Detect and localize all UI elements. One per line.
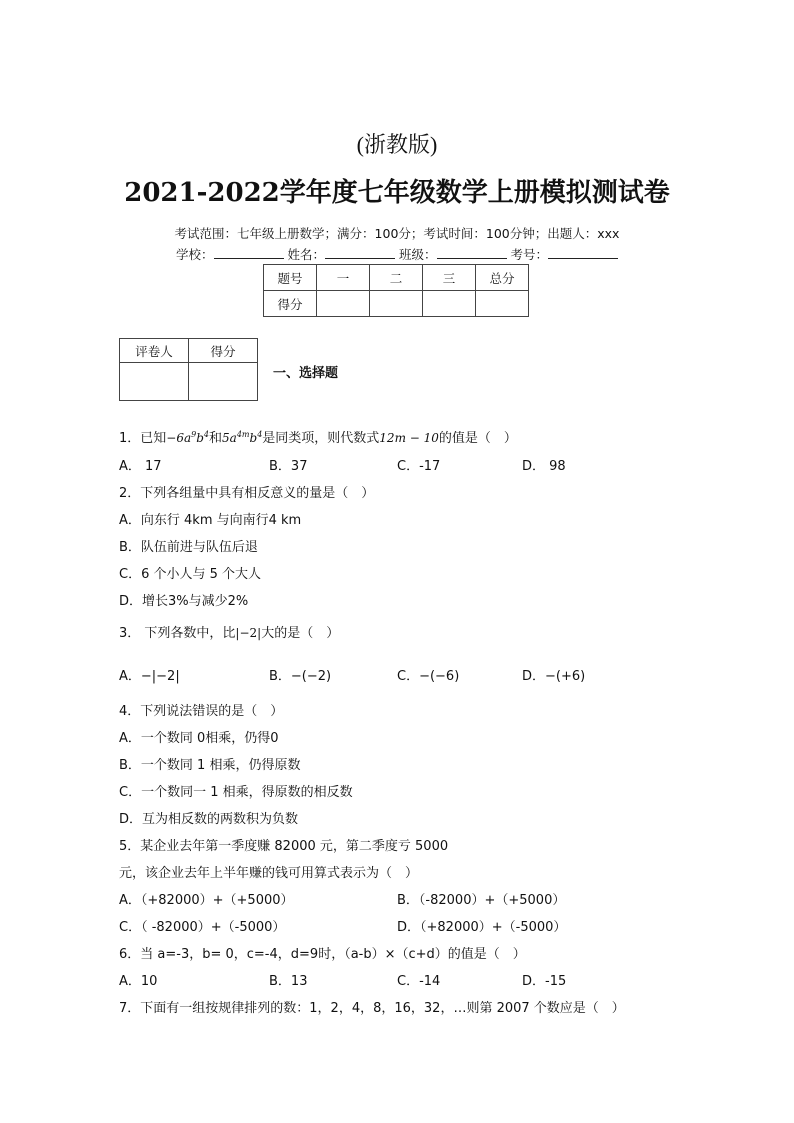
number-label: 考号： xyxy=(510,247,548,262)
q3-expr: |−2| xyxy=(235,626,262,640)
grader-table-blank-row xyxy=(120,363,258,401)
q1-expr3: 12m − 10 xyxy=(379,431,439,445)
question-1-stem xyxy=(119,427,517,446)
q6-option-b[interactable]: B．13 xyxy=(269,974,308,989)
q1-expr2: $5a^{4m}b^4$ xyxy=(222,430,263,445)
q2-option-b[interactable]: B．队伍前进与队伍后退 xyxy=(119,540,258,555)
q5-option-c[interactable]: C．（ -82000）+（-5000） xyxy=(119,920,286,935)
score-cell[interactable] xyxy=(317,291,370,317)
score-cell[interactable] xyxy=(476,291,529,317)
number-blank[interactable] xyxy=(548,246,618,259)
exam-info: 考试范围：七年级上册数学；满分：100分；考试时间：100分钟；出题人：xxx xyxy=(174,226,620,241)
question-6-stem: 6．当 a=-3，b= 0，c=-4，d=9时，（a-b）×（c+d）的值是（ ） xyxy=(119,947,526,962)
document-title: 2021-2022学年度七年级数学上册模拟测试卷 xyxy=(124,178,670,208)
q3-option-c[interactable]: C．−(−6) xyxy=(397,669,460,684)
score-header-cell: 一 xyxy=(317,265,370,291)
q5-option-d[interactable]: D．（+82000）+（-5000） xyxy=(397,920,567,935)
name-blank[interactable] xyxy=(325,246,395,259)
question-3-stem xyxy=(119,622,339,641)
q1-option-c[interactable]: C．-17 xyxy=(397,459,441,474)
q1-stem-part: 的值是（ ） xyxy=(438,431,517,446)
q6-option-a[interactable]: A．10 xyxy=(119,974,158,989)
score-row-label: 得分 xyxy=(264,291,317,317)
q1-and: 和 xyxy=(209,431,223,446)
grader-header-cell: 评卷人 xyxy=(120,339,189,363)
score-table-score-row xyxy=(264,291,529,317)
q2-option-c[interactable]: C．6 个小人与 5 个大人 xyxy=(119,567,262,582)
q3-stem-part: 大的是（ ） xyxy=(261,626,340,641)
q2-option-a[interactable]: A．向东行 4km 与向南行4 km xyxy=(119,513,302,528)
question-5-stem-line2: 元，该企业去年上半年赚的钱可用算式表示为（ ） xyxy=(119,866,419,881)
score-table-header-row xyxy=(264,265,529,291)
score-header-cell: 三 xyxy=(423,265,476,291)
q1-stem-part: 1．已知 xyxy=(119,431,167,446)
question-4-stem: 4．下列说法错误的是（ ） xyxy=(119,704,284,719)
q3-option-b[interactable]: B．−(−2) xyxy=(269,669,332,684)
name-label: 姓名： xyxy=(287,247,325,262)
q6-option-d[interactable]: D．-15 xyxy=(522,974,567,989)
q3-option-d[interactable]: D．−(+6) xyxy=(522,669,586,684)
q1-expr1: $-6a^9b^4$ xyxy=(166,430,209,445)
score-header-cell: 二 xyxy=(370,265,423,291)
score-header-cell: 总分 xyxy=(476,265,529,291)
question-7-stem: 7．下面有一组按规律排列的数：1，2，4，8，16，32，…则第 2007 个数应是（ ） xyxy=(119,1001,625,1016)
q4-option-b[interactable]: B．一个数同 1 相乘，仍得原数 xyxy=(119,758,301,773)
class-label: 班级： xyxy=(398,247,437,262)
grader-table-header-row xyxy=(120,339,258,363)
score-cell[interactable] xyxy=(370,291,423,317)
score-table xyxy=(263,264,529,317)
school-label: 学校： xyxy=(175,247,214,262)
q4-option-d[interactable]: D．互为相反数的两数积为负数 xyxy=(119,812,299,827)
q3-option-a[interactable]: A．−|−2| xyxy=(119,669,180,684)
score-cell[interactable] xyxy=(423,291,476,317)
score-header-cell: 题号 xyxy=(264,265,317,291)
section-heading: 一、选择题 xyxy=(273,366,339,381)
grader-table xyxy=(119,338,258,401)
q5-option-b[interactable]: B．（-82000）+（+5000） xyxy=(397,893,566,908)
class-blank[interactable] xyxy=(437,246,507,259)
grader-cell[interactable] xyxy=(120,363,189,401)
q1-option-b[interactable]: B．37 xyxy=(269,459,308,474)
q6-option-c[interactable]: C．-14 xyxy=(397,974,441,989)
q2-option-d[interactable]: D．增长3%与减少2% xyxy=(119,594,249,609)
question-2-stem: 2．下列各组量中具有相反意义的量是（ ） xyxy=(119,486,375,501)
school-blank[interactable] xyxy=(214,246,284,259)
q1-option-a[interactable]: A． 17 xyxy=(119,459,162,474)
grader-header-cell: 得分 xyxy=(189,339,258,363)
question-5-stem-line1: 5．某企业去年第一季度赚 82000 元，第二季度亏 5000 xyxy=(119,839,449,854)
document-subtitle: (浙教版) xyxy=(356,132,438,157)
q5-option-a[interactable]: A．（+82000）+（+5000） xyxy=(119,893,294,908)
q1-option-d[interactable]: D． 98 xyxy=(522,459,566,474)
student-info-line xyxy=(0,245,794,263)
q1-stem-part: 是同类项，则代数式 xyxy=(262,431,380,446)
grader-cell[interactable] xyxy=(189,363,258,401)
q4-option-a[interactable]: A．一个数同 0相乘，仍得0 xyxy=(119,731,279,746)
q4-option-c[interactable]: C．一个数同一 1 相乘，得原数的相反数 xyxy=(119,785,353,800)
q3-stem-part: 3． 下列各数中，比 xyxy=(119,626,236,641)
